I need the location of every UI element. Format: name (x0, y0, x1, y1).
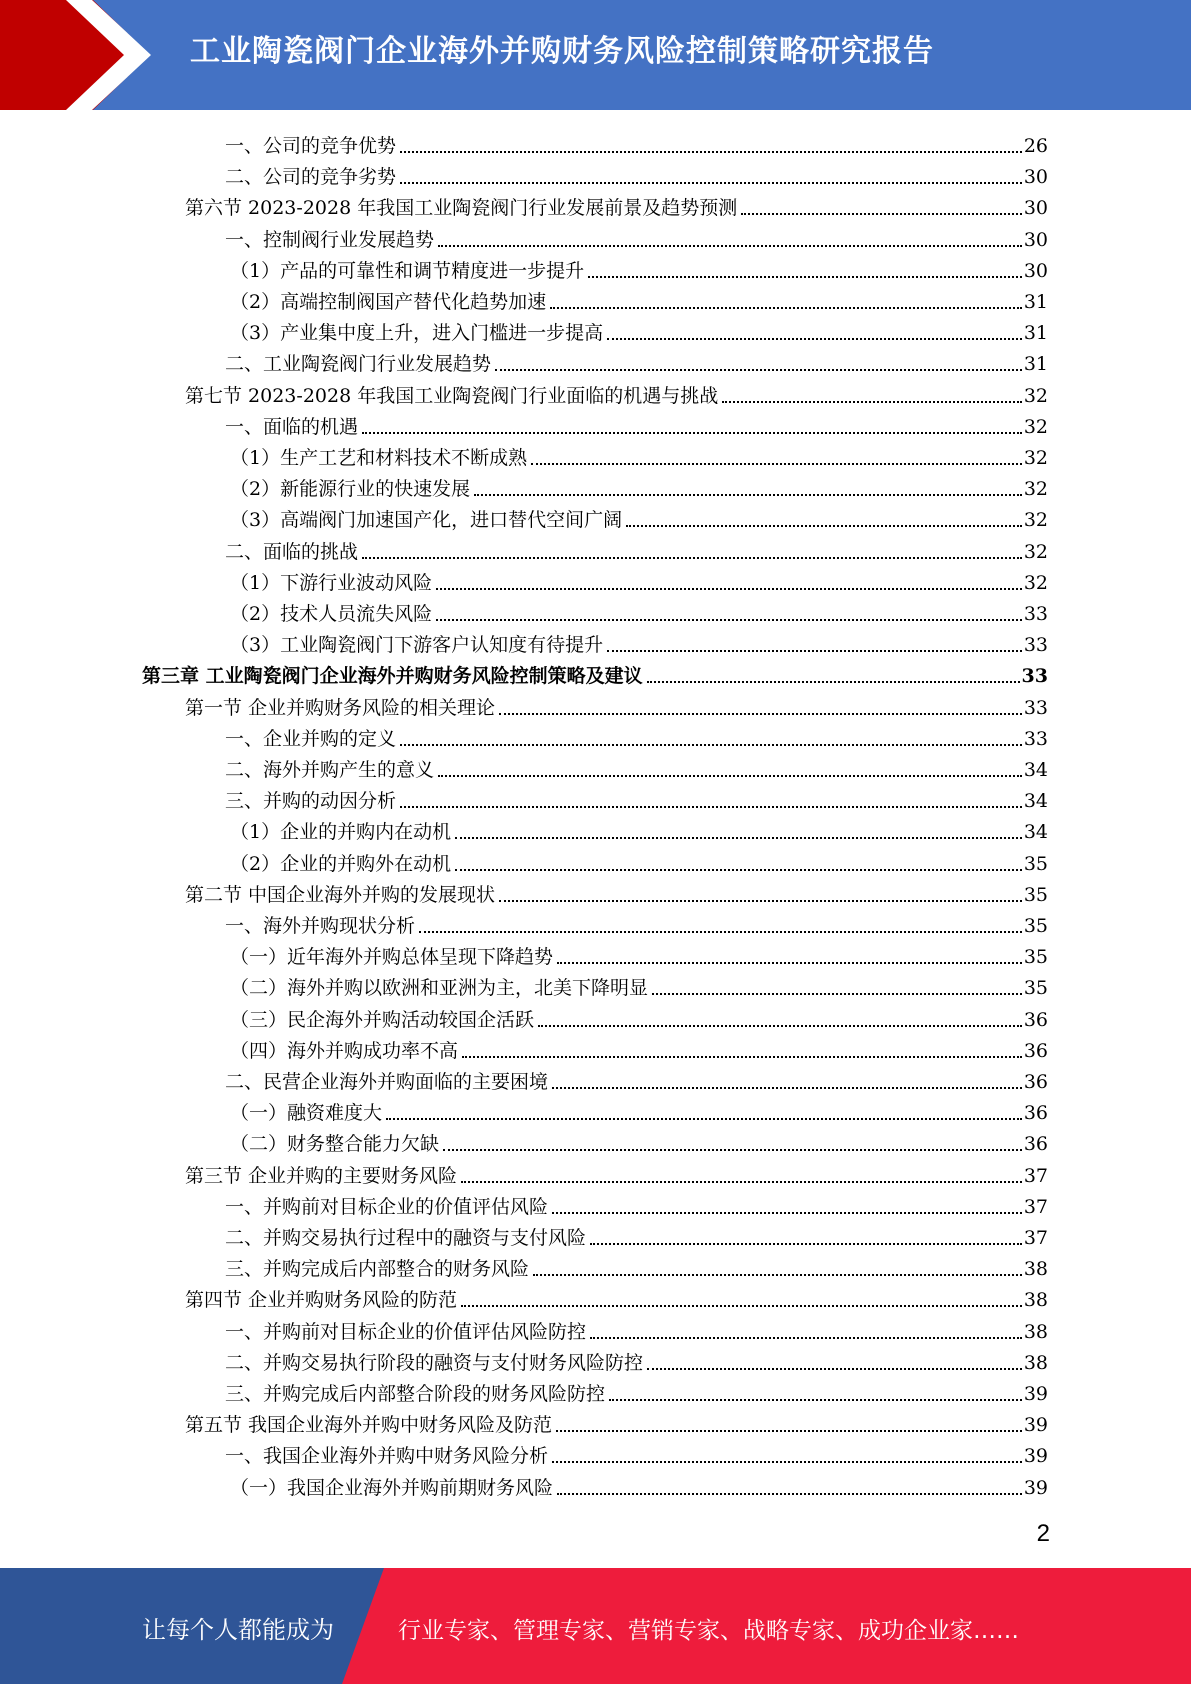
toc-entry-title: 第二节 中国企业海外并购的发展现状 (185, 883, 496, 906)
toc-entry-page: 39 (1023, 1476, 1048, 1499)
toc-entry[interactable] (185, 876, 1048, 907)
toc-leader-dots (438, 775, 1022, 777)
toc-leader-dots (647, 681, 1020, 683)
toc-entry-title: 第五节 我国企业海外并购中财务风险及防范 (185, 1414, 553, 1437)
toc-leader-dots (590, 1243, 1022, 1245)
toc-leader-dots (538, 1025, 1022, 1027)
toc-entry-page: 32 (1023, 384, 1048, 407)
header-banner (0, 0, 1191, 110)
toc-entry-page: 36 (1023, 1071, 1048, 1093)
toc-entry-title: （1）产品的可靠性和调节精度进一步提升 (230, 259, 585, 282)
toc-entry[interactable] (230, 1032, 1048, 1063)
toc-entry[interactable] (225, 1250, 1048, 1281)
toc-entry[interactable] (230, 845, 1048, 876)
toc-entry-title: 三、并购完成后内部整合阶段的财务风险防控 (225, 1383, 606, 1405)
toc-leader-dots (400, 806, 1022, 808)
toc-leader-dots (557, 1493, 1022, 1495)
toc-leader-dots (419, 931, 1022, 933)
toc-leader-dots (362, 432, 1022, 434)
toc-entry[interactable] (230, 1094, 1048, 1125)
toc-leader-dots (607, 650, 1022, 652)
toc-entry-title: （一）我国企业海外并购前期财务风险 (230, 1476, 554, 1499)
toc-leader-dots (474, 494, 1022, 496)
toc-entry-page: 34 (1023, 759, 1048, 781)
toc-entry[interactable] (230, 314, 1048, 345)
toc-entry-page: 26 (1023, 135, 1048, 157)
toc-entry[interactable] (230, 626, 1048, 657)
toc-leader-dots (400, 182, 1022, 184)
toc-entry-page: 36 (1023, 1039, 1048, 1062)
toc-leader-dots (552, 1461, 1022, 1463)
toc-entry-page: 33 (1021, 665, 1048, 688)
toc-entry-title: 一、企业并购的定义 (225, 727, 397, 750)
toc-entry-page: 38 (1023, 1351, 1048, 1374)
toc-entry-page: 32 (1023, 478, 1048, 501)
toc-entry-title: 第一节 企业并购财务风险的相关理论 (185, 696, 496, 719)
toc-entry[interactable] (230, 252, 1048, 283)
toc-leader-dots (455, 869, 1022, 871)
toc-leader-dots (552, 1087, 1022, 1089)
toc-leader-dots (499, 713, 1022, 715)
toc-entry-page: 37 (1023, 1195, 1048, 1218)
footer-slogan-right: 行业专家、管理专家、营销专家、战略专家、成功企业家…… (398, 1618, 1019, 1644)
toc-leader-dots (552, 1212, 1022, 1214)
toc-entry[interactable] (185, 1281, 1048, 1312)
toc-entry-title: （3）高端阀门加速国产化，进口替代空间广阔 (230, 509, 623, 532)
toc-entry-title: （1）下游行业波动风险 (230, 571, 433, 594)
toc-leader-dots (455, 837, 1022, 839)
toc-entry[interactable] (225, 782, 1048, 813)
toc-entry-page: 39 (1023, 1445, 1048, 1468)
toc-leader-dots (436, 619, 1022, 621)
toc-entry-page: 38 (1023, 1320, 1048, 1343)
toc-entry-page: 36 (1023, 1102, 1048, 1125)
toc-entry-page: 31 (1023, 291, 1048, 313)
toc-entry-page: 30 (1023, 166, 1048, 189)
toc-leader-dots (438, 245, 1022, 247)
toc-entry-title: 一、并购前对目标企业的价值评估风险防控 (225, 1320, 587, 1343)
toc-entry-title: （三）民企海外并购活动较国企活跃 (230, 1008, 535, 1031)
toc-entry-title: 一、控制阀行业发展趋势 (225, 228, 435, 251)
toc-entry[interactable] (225, 1063, 1048, 1094)
toc-entry[interactable] (230, 564, 1048, 595)
toc-entry[interactable] (225, 158, 1048, 189)
toc-leader-dots (499, 900, 1022, 902)
toc-entry[interactable] (225, 533, 1048, 564)
toc-entry-title: （四）海外并购成功率不高 (230, 1039, 459, 1062)
toc-entry[interactable] (230, 595, 1048, 626)
toc-entry[interactable] (185, 1157, 1048, 1188)
toc-entry[interactable] (185, 689, 1048, 720)
toc-entry-title: 第三章 工业陶瓷阀门企业海外并购财务风险控制策略及建议 (142, 665, 643, 688)
toc-entry-page: 30 (1023, 228, 1048, 251)
toc-entry-title: （1）企业的并购内在动机 (230, 821, 452, 844)
toc-entry-page: 35 (1023, 946, 1048, 969)
toc-entry-page: 33 (1023, 727, 1048, 750)
toc-entry-title: 二、海外并购产生的意义 (225, 759, 435, 781)
toc-entry[interactable] (230, 1125, 1048, 1156)
toc-leader-dots (556, 1430, 1022, 1432)
toc-entry-title: 第六节 2023-2028 年我国工业陶瓷阀门行业发展前景及趋势预测 (185, 197, 738, 220)
toc-entry-page: 34 (1023, 790, 1048, 813)
footer-slogan-left: 让每个人都能成为 (142, 1616, 334, 1644)
toc-leader-dots (652, 993, 1022, 995)
toc-entry-title: 二、工业陶瓷阀门行业发展趋势 (225, 353, 492, 376)
toc-entry-title: （二）财务整合能力欠缺 (230, 1133, 440, 1156)
toc-entry-page: 36 (1023, 1133, 1048, 1156)
toc-entry-title: （3）工业陶瓷阀门下游客户认知度有待提升 (230, 634, 604, 657)
toc-entry-title: （一）近年海外并购总体呈现下降趋势 (230, 946, 554, 969)
toc-entry-page: 32 (1023, 447, 1048, 469)
toc-entry-page: 33 (1023, 696, 1048, 719)
toc-entry-page: 33 (1023, 634, 1048, 657)
toc-entry-page: 31 (1023, 353, 1048, 376)
toc-entry-title: 第七节 2023-2028 年我国工业陶瓷阀门行业面临的机遇与挑战 (185, 384, 719, 407)
toc-entry-page: 37 (1023, 1164, 1048, 1187)
toc-leader-dots (557, 962, 1022, 964)
toc-entry-page: 35 (1023, 915, 1048, 937)
toc-entry-title: 一、并购前对目标企业的价值评估风险 (225, 1195, 549, 1218)
toc-leader-dots (550, 307, 1022, 309)
toc-entry-page: 32 (1023, 540, 1048, 563)
toc-entry-page: 30 (1023, 259, 1048, 282)
toc-entry[interactable] (230, 470, 1048, 501)
page-number: 2 (1036, 1520, 1050, 1547)
toc-entry-title: （3）产业集中度上升，进入门槛进一步提高 (230, 322, 604, 345)
toc-entry-page: 32 (1023, 571, 1048, 594)
toc-entry-page: 39 (1023, 1383, 1048, 1405)
toc-entry-page: 33 (1023, 603, 1048, 625)
toc-entry[interactable] (185, 189, 1048, 220)
toc-entry-title: 二、公司的竞争劣势 (225, 166, 397, 189)
toc-entry-title: （2）技术人员流失风险 (230, 603, 433, 625)
toc-entry-title: （2）企业的并购外在动机 (230, 852, 452, 875)
toc-entry-title: 一、我国企业海外并购中财务风险分析 (225, 1445, 549, 1468)
toc-leader-dots (626, 525, 1022, 527)
toc-entry[interactable] (225, 1375, 1048, 1406)
toc-entry[interactable] (230, 501, 1048, 532)
toc-entry[interactable] (225, 127, 1048, 158)
toc-entry-title: 一、面临的机遇 (225, 415, 359, 438)
toc-entry-title: 一、海外并购现状分析 (225, 915, 416, 937)
toc-entry-title: （一）融资难度大 (230, 1102, 383, 1125)
toc-entry-page: 30 (1023, 197, 1048, 220)
toc-entry[interactable] (225, 408, 1048, 439)
toc-entry[interactable] (230, 813, 1048, 844)
toc-entry-title: 二、民营企业海外并购面临的主要困境 (225, 1071, 549, 1093)
toc-entry-title: 第三节 企业并购的主要财务风险 (185, 1164, 458, 1187)
toc-entry-title: 二、并购交易执行阶段的融资与支付财务风险防控 (225, 1351, 644, 1374)
report-title: 工业陶瓷阀门企业海外并购财务风险控制策略研究报告 (190, 34, 934, 69)
toc-entry[interactable] (230, 283, 1048, 314)
toc-leader-dots (400, 744, 1022, 746)
toc-entry-title: （2）新能源行业的快速发展 (230, 478, 471, 501)
toc-entry-title: 二、并购交易执行过程中的融资与支付风险 (225, 1227, 587, 1249)
toc-entry-page: 36 (1023, 1008, 1048, 1031)
toc-leader-dots (533, 1274, 1022, 1276)
toc-leader-dots (607, 338, 1022, 340)
toc-entry[interactable] (230, 938, 1048, 969)
toc-entry-page: 39 (1023, 1414, 1048, 1437)
toc-entry-page: 34 (1023, 821, 1048, 844)
toc-entry[interactable] (230, 439, 1048, 470)
toc-entry[interactable] (225, 751, 1048, 782)
toc-entry-title: 三、并购的动因分析 (225, 790, 397, 813)
toc-entry-title: （二）海外并购以欧洲和亚洲为主，北美下降明显 (230, 977, 649, 1000)
toc-entry[interactable] (225, 345, 1048, 376)
toc-entry[interactable] (225, 1344, 1048, 1375)
toc-leader-dots (400, 151, 1022, 153)
toc-entry[interactable] (225, 907, 1048, 938)
toc-entry-title: 三、并购完成后内部整合的财务风险 (225, 1258, 530, 1281)
footer-banner (0, 1568, 1191, 1684)
toc-entry[interactable] (225, 1313, 1048, 1344)
toc-entry[interactable] (185, 1406, 1048, 1437)
toc-entry-page: 32 (1023, 415, 1048, 438)
toc-entry[interactable] (225, 1437, 1048, 1468)
toc-entry[interactable] (225, 221, 1048, 252)
toc-entry[interactable] (230, 969, 1048, 1000)
toc-entry[interactable] (142, 657, 1048, 688)
toc-entry[interactable] (230, 1469, 1048, 1500)
toc-leader-dots (741, 213, 1022, 215)
toc-leader-dots (609, 1399, 1022, 1401)
toc-entry[interactable] (225, 1219, 1048, 1250)
toc-entry-page: 35 (1023, 852, 1048, 875)
toc-leader-dots (531, 463, 1022, 465)
toc-leader-dots (362, 557, 1022, 559)
toc-leader-dots (461, 1305, 1022, 1307)
toc-entry-title: 第四节 企业并购财务风险的防范 (185, 1289, 458, 1312)
toc-entry-page: 31 (1023, 322, 1048, 345)
toc-entry[interactable] (230, 1001, 1048, 1032)
toc-leader-dots (436, 588, 1022, 590)
toc-entry[interactable] (185, 377, 1048, 408)
toc-leader-dots (647, 1368, 1022, 1370)
toc-entry-title: 一、公司的竞争优势 (225, 135, 397, 157)
toc-entry[interactable] (225, 720, 1048, 751)
toc-entry-page: 35 (1023, 883, 1048, 906)
toc-entry-title: 二、面临的挑战 (225, 540, 359, 563)
toc-leader-dots (462, 1056, 1022, 1058)
toc-leader-dots (461, 1181, 1022, 1183)
toc-leader-dots (443, 1149, 1022, 1151)
toc-entry-title: （1）生产工艺和材料技术不断成熟 (230, 447, 528, 469)
toc-entry-page: 32 (1023, 509, 1048, 532)
toc-leader-dots (588, 276, 1022, 278)
toc-entry-title: （2）高端控制阀国产替代化趋势加速 (230, 291, 547, 313)
toc-entry-page: 35 (1023, 977, 1048, 1000)
toc-leader-dots (495, 369, 1022, 371)
toc-entry-page: 38 (1023, 1289, 1048, 1312)
toc-leader-dots (722, 401, 1022, 403)
toc-entry-page: 38 (1023, 1258, 1048, 1281)
toc-leader-dots (590, 1337, 1022, 1339)
toc-entry[interactable] (225, 1188, 1048, 1219)
toc-entry-page: 37 (1023, 1227, 1048, 1249)
toc-leader-dots (386, 1118, 1022, 1120)
